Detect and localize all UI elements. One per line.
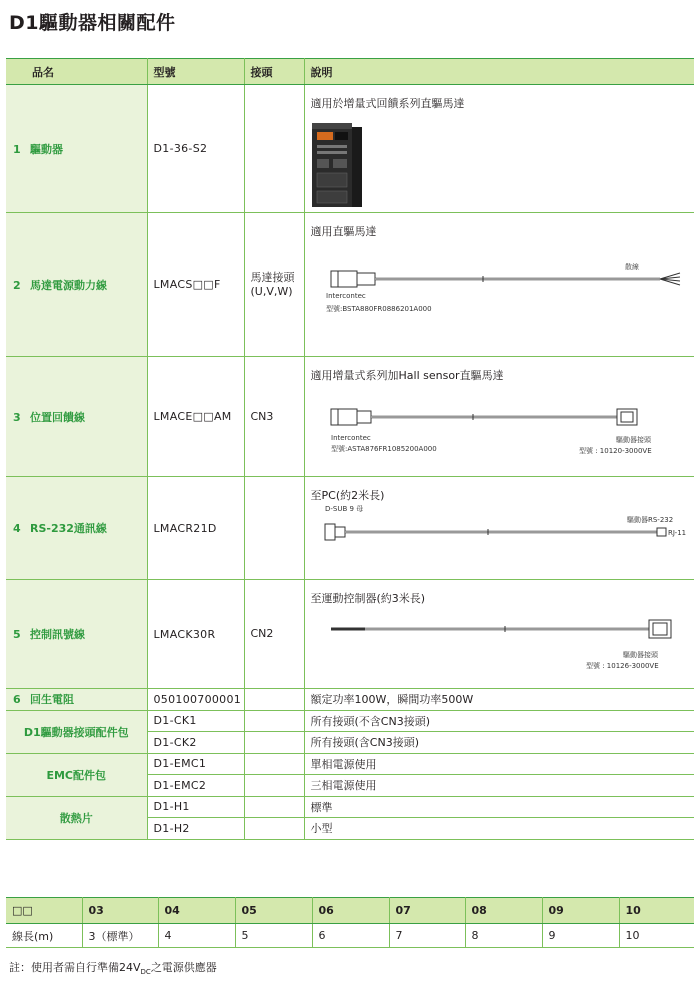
item-name [6,213,147,357]
port-line-1: 馬達接頭 [250,270,295,284]
table-row [6,689,694,711]
footnote [9,959,217,976]
item-name-label: RS-232通訊線 [30,522,107,535]
servo-drive-image [305,85,695,213]
note-prefix: 註：使用者需自行準備24V [9,961,141,974]
length-header-cell: 10 [619,898,694,924]
group-name: D1驅動器接頭配件包 [6,710,147,753]
item-model: D1-EMC2 [147,775,244,797]
item-model: 050100700001 [147,689,244,711]
item-model: D1-EMC1 [147,753,244,775]
page-title: D1驅動器相關配件 [9,12,176,34]
note-sub: DC [140,968,151,977]
rj11-label: RJ-11 [667,529,686,537]
note-suffix: 之電源供應器 [150,961,217,974]
item-port [244,753,304,775]
item-name [6,357,147,477]
item-name-label: 驅動器 [30,142,63,156]
table-row [6,477,694,580]
item-port: CN2 [244,580,304,689]
rs232-cable-drawing [305,477,695,580]
desc-text: 額定功率100W，瞬間功率500W [310,693,474,707]
desc-text: 所有接頭(含CN3接頭) [310,736,419,750]
item-desc [304,753,694,775]
desc-text: 適用於增量式回饋系列直驅馬達 [310,97,465,110]
item-port [244,796,304,818]
power-cable-drawing [305,213,695,357]
rs232-label: 驅動器RS-232 [626,516,673,524]
header-model: 型號 [147,59,244,85]
desc-text: 小型 [310,822,333,836]
group-name: EMC配件包 [6,753,147,796]
item-model: LMACS□□F [147,213,244,357]
item-model: LMACR21D [147,477,244,580]
port-line-2: (U,V,W) [250,284,293,298]
item-port [244,85,304,213]
length-header-cell: 09 [542,898,619,924]
item-desc [304,689,694,711]
item-number: 6 [13,693,21,707]
item-name [6,689,147,711]
item-model: D1-CK1 [147,710,244,732]
item-number: 4 [13,522,21,535]
length-cell: 5 [235,924,312,948]
item-number: 3 [13,410,21,424]
length-header-cell: 07 [389,898,465,924]
item-number: 5 [13,628,21,641]
item-desc [304,818,694,840]
item-desc [304,477,694,580]
group-name: 散熱片 [6,796,147,839]
item-name-label: 控制訊號線 [30,628,85,641]
length-cell: 8 [465,924,542,948]
length-cell: 3（標準） [82,924,158,948]
table-row [6,357,694,477]
item-name [6,580,147,689]
table-row [6,213,694,357]
connector-part-label: 型號 : 10126-3000VE [585,662,659,670]
item-desc [304,732,694,754]
desc-text: 單相電源使用 [310,757,377,771]
length-header-cell: 04 [158,898,235,924]
item-port [244,818,304,840]
desc-text: 所有接頭(不含CN3接頭) [310,714,430,728]
length-cell: 7 [389,924,465,948]
desc-text: 至PC(約2米長) [310,489,385,502]
item-model: LMACK30R [147,580,244,689]
header-port: 接頭 [244,59,304,85]
cable-length-table [6,897,694,948]
length-cell: 6 [312,924,389,948]
table-row [6,924,694,948]
connector-part-label: 型號 : 10120-3000VE [578,447,652,455]
item-model: D1-H1 [147,796,244,818]
item-desc [304,796,694,818]
item-desc [304,580,694,689]
length-cell: 10 [619,924,694,948]
accessories-table [6,58,694,840]
length-cell: 線長(m) [6,924,82,948]
table-row [6,85,694,213]
length-header-cell: 03 [82,898,158,924]
item-model: LMACE□□AM [147,357,244,477]
item-name [6,477,147,580]
desc-text: 適用增量式系列加Hall sensor直驅馬達 [310,369,504,382]
item-name [6,85,147,213]
part-label: 型號:ASTA876FR1085200A000 [330,445,437,453]
desc-text: 三相電源使用 [310,779,377,793]
item-port [244,775,304,797]
item-number: 2 [13,278,21,292]
item-port: CN3 [244,357,304,477]
item-name-label: 馬達電源動力線 [30,278,107,292]
length-cell: 4 [158,924,235,948]
connector-label: 驅動器接頭 [615,436,651,444]
desc-text: 適用直驅馬達 [310,225,377,238]
length-header-cell: □□ [6,898,82,924]
item-port [244,213,304,357]
header-desc: 說明 [304,59,694,85]
item-name-label: 位置回饋線 [30,410,85,424]
length-header-cell: 08 [465,898,542,924]
table-row [6,580,694,689]
item-model: D1-H2 [147,818,244,840]
item-number: 1 [13,142,21,156]
length-cell: 9 [542,924,619,948]
item-model: D1-CK2 [147,732,244,754]
table-row [6,753,694,775]
header-name: 品名 [6,59,147,85]
desc-text: 至運動控制器(約3米長) [310,592,426,605]
desc-text: 標準 [310,800,333,814]
connector-label: 驅動器接頭 [622,651,658,659]
item-desc [304,213,694,357]
brand-label: Intercontec [325,292,366,300]
loose-wire-label: 散線 [624,263,639,271]
length-header-cell: 05 [235,898,312,924]
table-row [6,710,694,732]
brand-label: Intercontec [330,434,371,442]
table-row [6,796,694,818]
dsub-label: D-SUB 9 母 [324,505,363,513]
item-port [244,710,304,732]
item-desc [304,85,694,213]
feedback-cable-drawing [305,357,695,477]
item-desc [304,357,694,477]
item-port [244,689,304,711]
item-model: D1-36-S2 [147,85,244,213]
part-label: 型號:BSTA880FR0886201A000 [325,305,432,313]
item-name-label: 回生電阻 [30,693,74,707]
item-port [244,477,304,580]
item-desc [304,775,694,797]
length-header-cell: 06 [312,898,389,924]
item-port [244,732,304,754]
item-desc [304,710,694,732]
control-cable-drawing [305,580,695,689]
